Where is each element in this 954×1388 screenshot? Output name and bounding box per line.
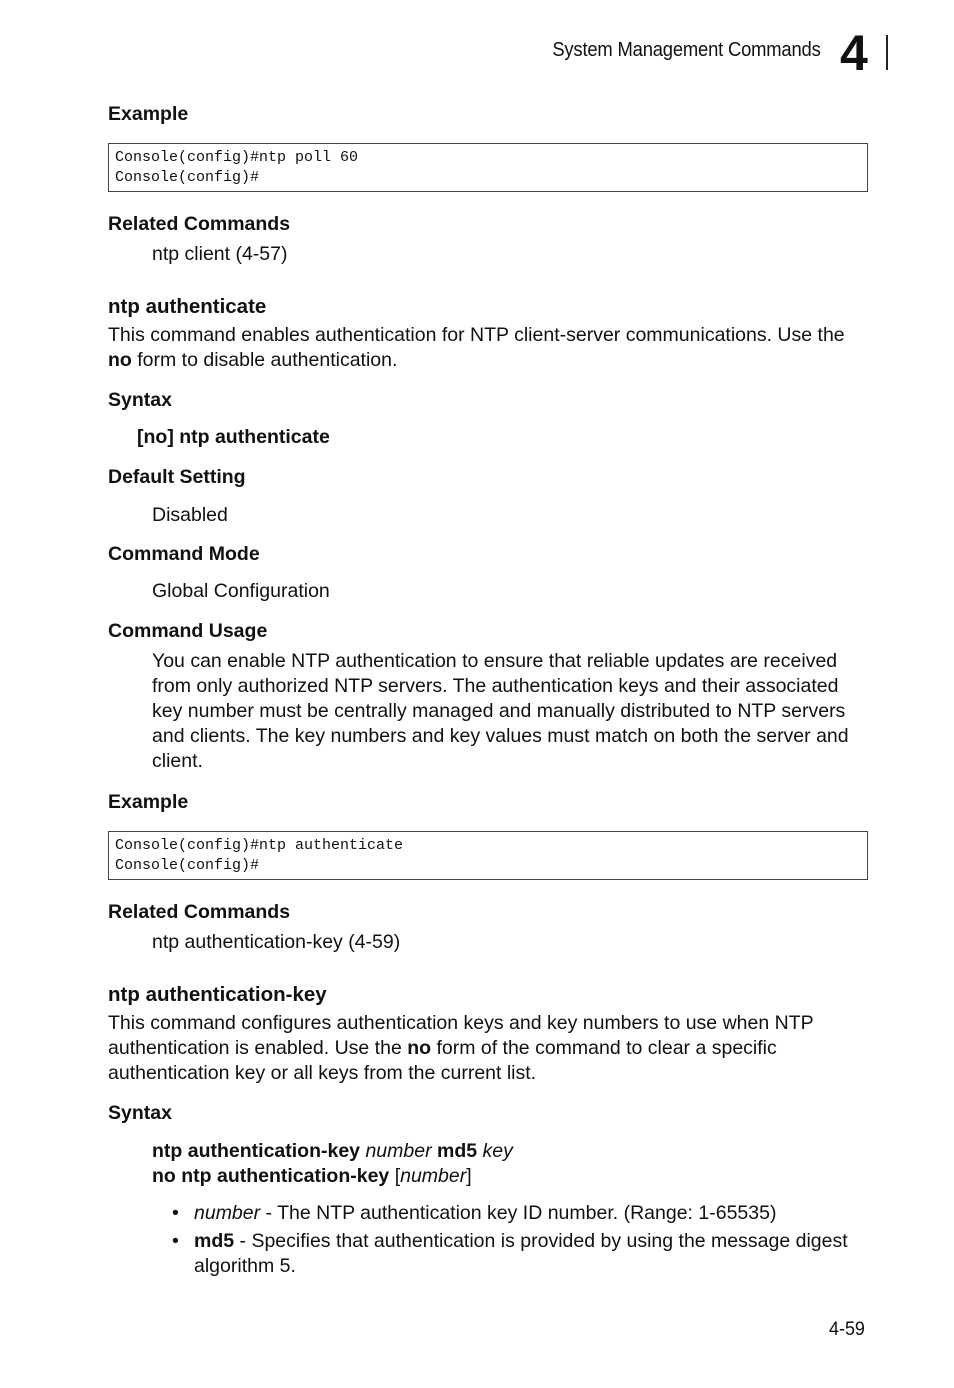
code-line: Console(config)#ntp authenticate [115,837,404,854]
code-block [108,831,868,880]
list-item: • md5 - Specifies that authentication is provided by using the message digest algorithm 5. [172,1230,848,1277]
code-block [108,143,868,192]
command-description: This command configures authentication keys and key numbers to use when NTP authentication is enabled. Use the no form of the command to clear a specific authentication key or all keys from the current list. [108,1012,814,1084]
bullet-icon: • [172,1230,179,1252]
chapter-number: 4 [840,25,868,81]
command-title: ntp authentication-key [108,983,327,1006]
command-title: ntp authenticate [108,295,267,318]
command-description: This command enables authentication for NTP client-server communications. Use the no form to disable authentication. [108,324,845,371]
default-setting: Disabled [152,504,228,526]
related-commands-heading: Related Commands [108,213,291,235]
syntax-line: ntp authentication-key number md5 key [152,1140,513,1162]
chapter-divider [886,35,888,70]
command-mode: Global Configuration [152,580,330,602]
syntax-heading: Syntax [108,389,172,411]
bullet-icon: • [172,1202,179,1224]
example-heading: Example [108,791,189,813]
syntax-heading: Syntax [108,1102,172,1124]
page-number: 4-59 [829,1318,865,1340]
code-line: Console(config)#ntp poll 60 [115,149,359,166]
code-line: Console(config)# [115,168,260,186]
syntax-line: no ntp authentication-key [number] [152,1165,472,1187]
related-commands-heading: Related Commands [108,901,291,923]
related-command: ntp client (4-57) [152,243,288,265]
parameter-list [108,1201,868,1279]
running-header: System Management Commands [552,39,821,61]
example-heading: Example [108,103,189,125]
command-usage: You can enable NTP authentication to ensure that reliable updates are received from only authorized NTP servers. The authentication keys and their associated key number must be centrally managed and manually distributed to NTP servers and clients. The key numbers and key values must match on both the server and client. [152,650,849,772]
list-item: • number - The NTP authentication key ID number. (Range: 1-65535) [172,1202,777,1224]
command-mode-heading: Command Mode [108,543,260,565]
related-command: ntp authentication-key (4-59) [152,931,401,953]
code-line: Console(config)# [115,856,260,874]
default-setting-heading: Default Setting [108,466,246,488]
command-usage-heading: Command Usage [108,620,268,642]
syntax-line: [no] ntp authenticate [137,426,330,448]
